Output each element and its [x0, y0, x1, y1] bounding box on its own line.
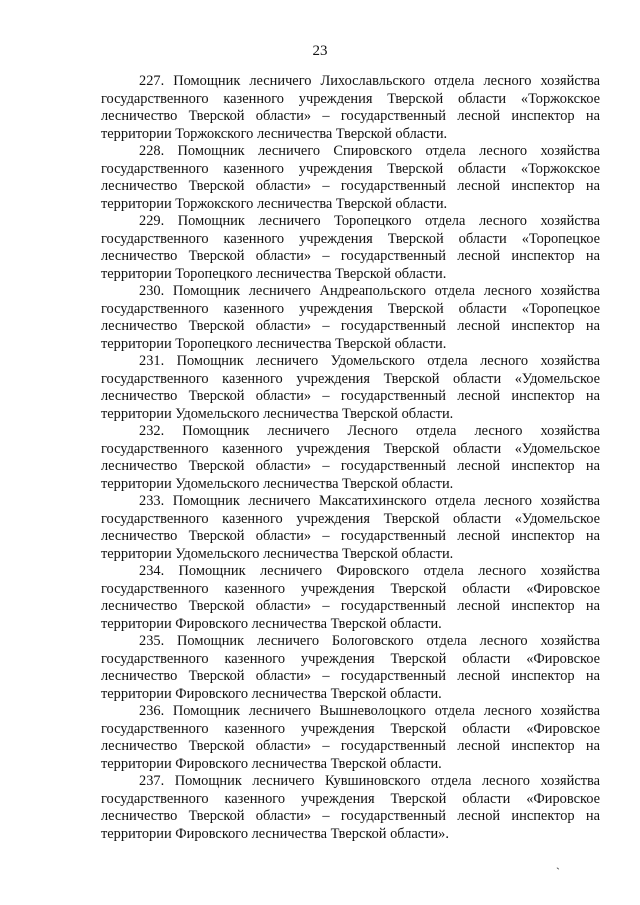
document-body	[101, 73, 600, 843]
paragraph-233: 233. Помощник лесничего Максатихинского отдела лесного хозяйства государственного казенного учреждения Тверской области «Удомельское лесничество Тверской области» – государственный лесной инспектор на территории Удомельского лесничества Тверской области.	[101, 493, 600, 562]
paragraph-227: 227. Помощник лесничего Лихославльского отдела лесного хозяйства государственного казенного учреждения Тверской области «Торжокское лесничество Тверской области» – государственный лесной инспектор на территории Торжокского лесничества Тверской области.	[101, 73, 600, 142]
paragraph-235: 235. Помощник лесничего Бологовского отдела лесного хозяйства государственного казенного учреждения Тверской области «Фировское лесничество Тверской области» – государственный лесной инспектор на территории Фировского лесничества Тверской области.	[101, 633, 600, 702]
paragraph-232: 232. Помощник лесничего Лесного отдела лесного хозяйства государственного казенного учреждения Тверской области «Удомельское лесничество Тверской области» – государственный лесной инспектор на территории Удомельского лесничества Тверской области.	[101, 423, 600, 492]
paragraph-228: 228. Помощник лесничего Спировского отдела лесного хозяйства государственного казенного учреждения Тверской области «Торжокское лесничество Тверской области» – государственный лесной инспектор на территории Торжокского лесничества Тверской области.	[101, 143, 600, 212]
paragraph-237: 237. Помощник лесничего Кувшиновского отдела лесного хозяйства государственного казенного учреждения Тверской области «Фировское лесничество Тверской области» – государственный лесной инспектор на территории Фировского лесничества Тверской области».	[101, 773, 600, 842]
page-number: 23	[312, 43, 328, 59]
footer-mark: `	[556, 865, 560, 879]
paragraph-229: 229. Помощник лесничего Торопецкого отдела лесного хозяйства государственного казенного учреждения Тверской области «Торопецкое лесничество Тверской области» – государственный лесной инспектор на территории Торопецкого лесничества Тверской области.	[101, 213, 600, 282]
paragraph-230: 230. Помощник лесничего Андреапольского отдела лесного хозяйства государственного казенного учреждения Тверской области «Торопецкое лесничество Тверской области» – государственный лесной инспектор на территории Торопецкого лесничества Тверской области.	[101, 283, 600, 352]
paragraph-231: 231. Помощник лесничего Удомельского отдела лесного хозяйства государственного казенного учреждения Тверской области «Удомельское лесничество Тверской области» – государственный лесной инспектор на территории Удомельского лесничества Тверской области.	[101, 353, 600, 422]
paragraph-234: 234. Помощник лесничего Фировского отдела лесного хозяйства государственного казенного учреждения Тверской области «Фировское лесничество Тверской области» – государственный лесной инспектор на территории Фировского лесничества Тверской области.	[101, 563, 600, 632]
paragraph-236: 236. Помощник лесничего Вышневолоцкого отдела лесного хозяйства государственного казенного учреждения Тверской области «Фировское лесничество Тверской области» – государственный лесной инспектор на территории Фировского лесничества Тверской области.	[101, 703, 600, 772]
